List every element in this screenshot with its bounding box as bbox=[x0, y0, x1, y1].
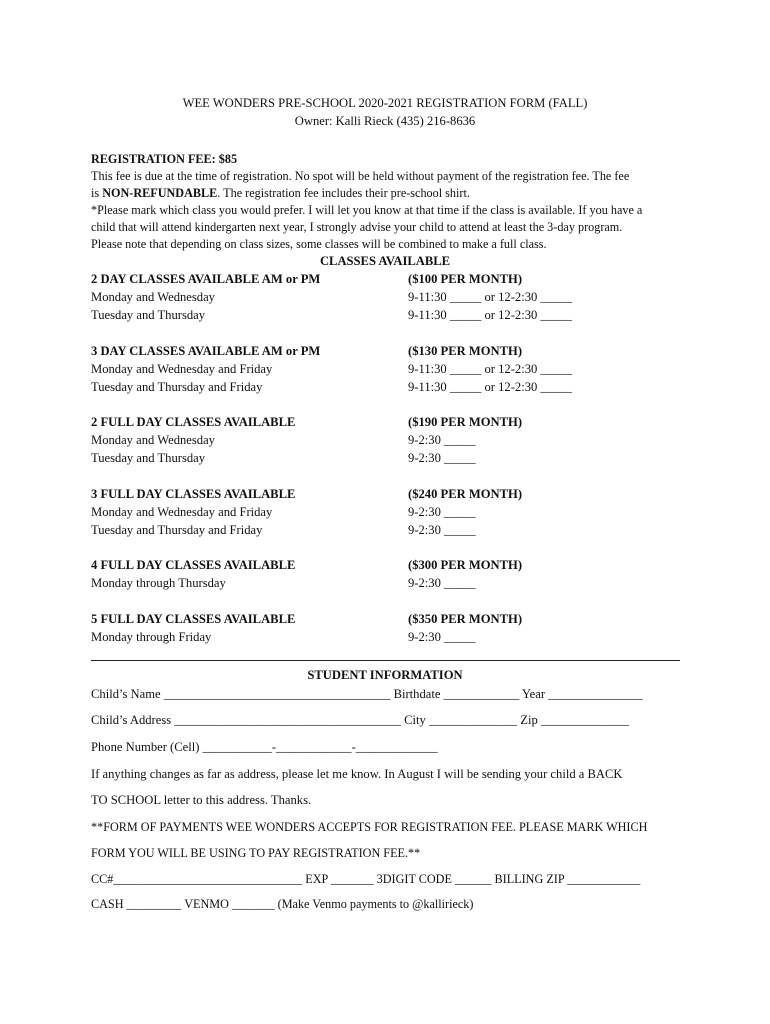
cash-venmo-fields[interactable]: CASH _________ VENMO _______ (Make Venmo payments to @kallirieck) bbox=[91, 897, 474, 911]
class-preference-note: child that will attend kindergarten next year, I strongly advise your child to attend at least the 3-day program. bbox=[91, 220, 623, 234]
class-days: Monday through Friday bbox=[91, 630, 212, 644]
class-days: Monday and Wednesday and Friday bbox=[91, 505, 273, 519]
payment-forms-note: **FORM OF PAYMENTS WEE WONDERS ACCEPTS FOR REGISTRATION FEE. PLEASE MARK WHICH bbox=[91, 820, 648, 834]
class-group-title: 2 DAY CLASSES AVAILABLE AM or PM bbox=[91, 272, 321, 286]
address-change-notice: If anything changes as far as address, please let me know. In August I will be sending your child a BACK bbox=[91, 767, 623, 781]
owner-contact: Owner: Kalli Rieck (435) 216-8636 bbox=[294, 114, 476, 128]
class-time-choice[interactable]: 9-2:30 _____ bbox=[408, 576, 476, 590]
class-time-choice[interactable]: 9-11:30 _____ or 12-2:30 _____ bbox=[408, 308, 572, 322]
class-group-price: ($100 PER MONTH) bbox=[408, 272, 523, 286]
form-title: WEE WONDERS PRE-SCHOOL 2020-2021 REGISTRATION FORM (FALL) bbox=[182, 96, 588, 110]
class-days: Monday through Thursday bbox=[91, 576, 226, 590]
class-time-choice[interactable]: 9-2:30 _____ bbox=[408, 630, 476, 644]
class-time-choice[interactable]: 9-11:30 _____ or 12-2:30 _____ bbox=[408, 290, 572, 304]
class-group-title: 2 FULL DAY CLASSES AVAILABLE bbox=[91, 415, 296, 429]
class-days: Monday and Wednesday and Friday bbox=[91, 362, 273, 376]
section-divider bbox=[91, 660, 680, 661]
credit-card-fields[interactable]: CC#_______________________________ EXP _______ 3DIGIT CODE ______ BILLING ZIP ____________ bbox=[91, 872, 641, 886]
class-group-title: 4 FULL DAY CLASSES AVAILABLE bbox=[91, 558, 296, 572]
address-change-notice: TO SCHOOL letter to this address. Thanks. bbox=[91, 793, 312, 807]
class-time-choice[interactable]: 9-2:30 _____ bbox=[408, 451, 476, 465]
class-days: Tuesday and Thursday bbox=[91, 308, 206, 322]
fee-text-line bbox=[91, 185, 470, 201]
non-refundable-emphasis: NON-REFUNDABLE bbox=[102, 186, 218, 200]
class-time-choice[interactable]: 9-11:30 _____ or 12-2:30 _____ bbox=[408, 380, 572, 394]
fee-text-line: This fee is due at the time of registration. No spot will be held without payment of the registration fee. The fee bbox=[91, 169, 630, 183]
class-group-price: ($130 PER MONTH) bbox=[408, 344, 523, 358]
student-information-heading: STUDENT INFORMATION bbox=[307, 668, 463, 682]
class-days: Tuesday and Thursday bbox=[91, 451, 206, 465]
class-group-price: ($300 PER MONTH) bbox=[408, 558, 523, 572]
class-preference-note: *Please mark which class you would prefer. I will let you know at that time if the class is available. If you have a bbox=[91, 203, 643, 217]
class-time-choice[interactable]: 9-2:30 _____ bbox=[408, 505, 476, 519]
class-time-choice[interactable]: 9-11:30 _____ or 12-2:30 _____ bbox=[408, 362, 572, 376]
class-days: Tuesday and Thursday and Friday bbox=[91, 380, 263, 394]
registration-fee-heading: REGISTRATION FEE: $85 bbox=[91, 152, 238, 166]
class-days: Tuesday and Thursday and Friday bbox=[91, 523, 263, 537]
class-time-choice[interactable]: 9-2:30 _____ bbox=[408, 523, 476, 537]
class-preference-note: Please note that depending on class sizes, some classes will be combined to make a full class. bbox=[91, 237, 547, 251]
fee-text-prefix: is bbox=[91, 186, 103, 200]
class-days: Monday and Wednesday bbox=[91, 290, 215, 304]
child-address-city-zip-fields[interactable]: Child’s Address ____________________________________ City ______________ Zip ______________ bbox=[91, 713, 630, 727]
class-days: Monday and Wednesday bbox=[91, 433, 215, 447]
phone-number-field[interactable]: Phone Number (Cell) ___________-____________-_____________ bbox=[91, 740, 438, 754]
class-group-title: 3 DAY CLASSES AVAILABLE AM or PM bbox=[91, 344, 321, 358]
class-group-price: ($190 PER MONTH) bbox=[408, 415, 523, 429]
payment-forms-note: FORM YOU WILL BE USING TO PAY REGISTRATION FEE.** bbox=[91, 846, 421, 860]
classes-available-heading: CLASSES AVAILABLE bbox=[319, 254, 451, 268]
class-time-choice[interactable]: 9-2:30 _____ bbox=[408, 433, 476, 447]
class-group-price: ($350 PER MONTH) bbox=[408, 612, 523, 626]
class-group-price: ($240 PER MONTH) bbox=[408, 487, 523, 501]
class-group-title: 3 FULL DAY CLASSES AVAILABLE bbox=[91, 487, 296, 501]
child-name-birthdate-year-fields[interactable]: Child’s Name ____________________________________ Birthdate ____________ Year _______________ bbox=[91, 687, 643, 701]
fee-text-suffix: . The registration fee includes their pre-school shirt. bbox=[217, 186, 470, 200]
class-group-title: 5 FULL DAY CLASSES AVAILABLE bbox=[91, 612, 296, 626]
